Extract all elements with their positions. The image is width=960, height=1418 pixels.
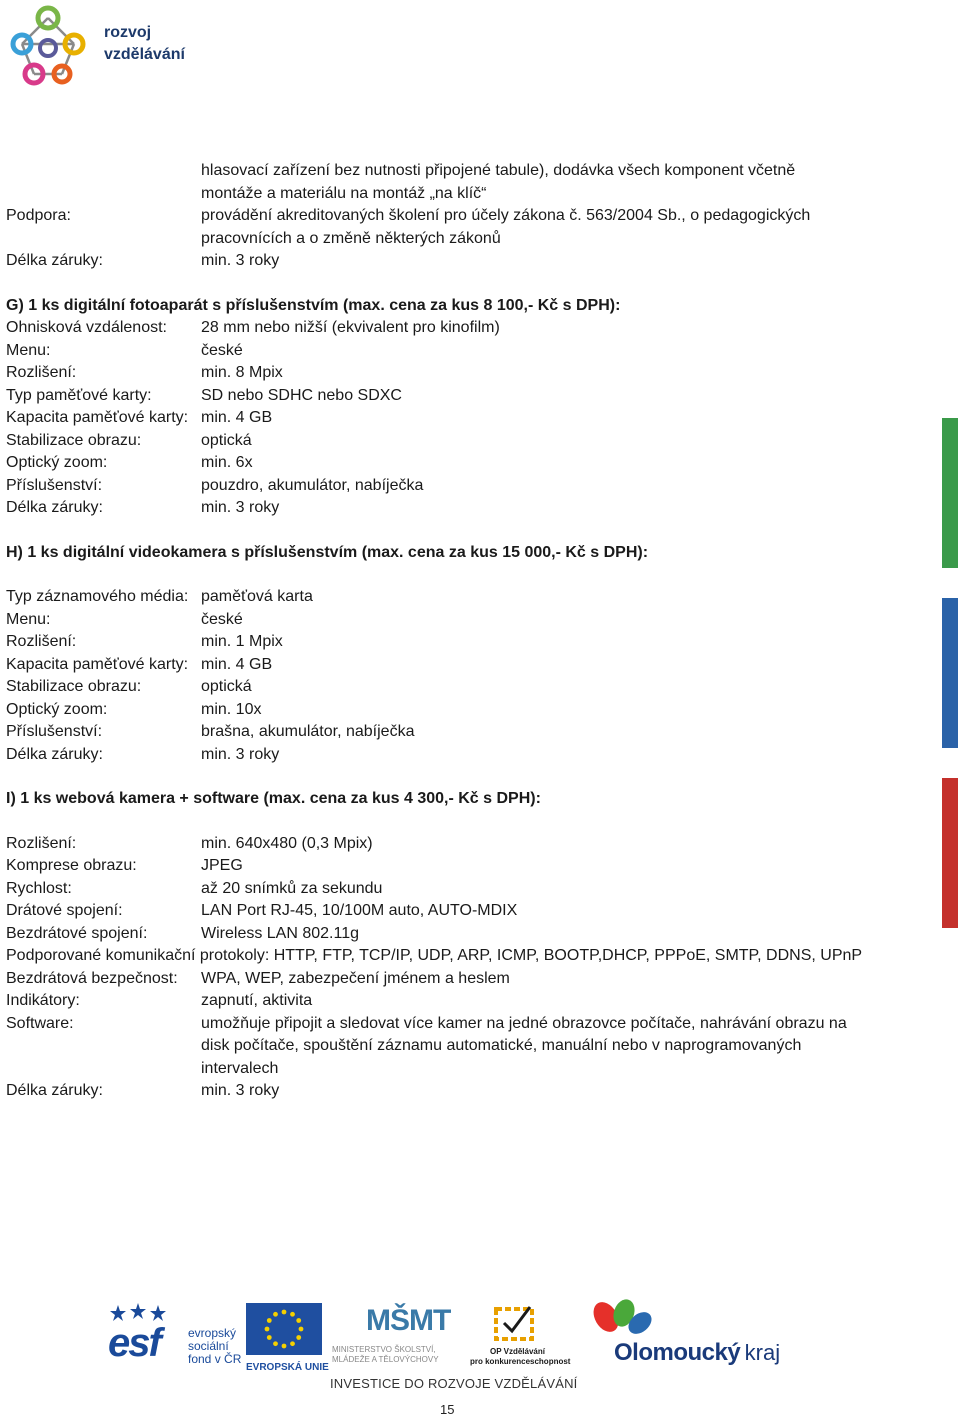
eu-star-icon <box>296 1335 301 1340</box>
spec-value: min. 4 GB <box>201 409 273 426</box>
op-vzdelavani-logo <box>470 1301 571 1371</box>
spec-value: min. 6x <box>201 454 253 471</box>
spec-value: optická <box>201 678 252 695</box>
software-row-cont-2 <box>6 1058 906 1081</box>
spec-label: Stabilizace obrazu: <box>6 678 142 695</box>
software-value-1: umožňuje připojit a sledovat více kamer na jedné obrazovce počítače, nahrávání obrazu na <box>201 1014 847 1032</box>
spec-label: Délka záruky: <box>6 499 103 516</box>
software-row <box>6 1013 906 1036</box>
green-side-bar <box>942 418 958 568</box>
support-value-2: pracovnících a o změně některých zákonů <box>201 229 501 247</box>
spec-row <box>6 855 906 878</box>
support-row-cont <box>6 228 906 251</box>
spec-row <box>6 317 906 340</box>
eu-label: EVROPSKÁ UNIE <box>246 1362 329 1373</box>
spec-row <box>6 340 906 363</box>
spec-label: Rychlost: <box>6 879 72 897</box>
spacer <box>6 273 906 295</box>
msmt-text <box>332 1345 439 1365</box>
protocols-row <box>6 945 906 968</box>
spec-row <box>6 385 906 408</box>
olomoucky-kraj-logo <box>582 1299 792 1371</box>
spec-label: Délka záruky: <box>6 745 103 763</box>
spec-row <box>6 968 906 991</box>
msmt-line-2: MLÁDEŽE A TĚLOVÝCHOVY <box>332 1355 439 1364</box>
section-h-rows <box>6 586 906 766</box>
spec-value: Wireless LAN 802.11g <box>201 924 359 942</box>
page-number: 15 <box>440 1402 455 1417</box>
spec-value: pouzdro, akumulátor, nabíječka <box>201 476 424 494</box>
spec-row <box>6 900 906 923</box>
rozvoj-vzdelavani-logo-icon <box>4 4 96 92</box>
spec-value: min. 3 roky <box>201 499 280 516</box>
intro-text-1: hlasovací zařízení bez nutnosti připojené tabule), dodávka všech komponent včetně <box>201 162 796 179</box>
eu-logo <box>246 1303 329 1373</box>
eu-flag-icon <box>246 1303 322 1355</box>
warranty-label: Délka záruky: <box>6 252 103 269</box>
spec-value: 28 mm nebo nižší (ekvivalent pro kinofilm) <box>201 319 500 336</box>
eu-star-icon <box>290 1312 295 1317</box>
spec-value: paměťová karta <box>201 588 313 605</box>
spec-label: Typ záznamového média: <box>6 588 189 605</box>
esf-text <box>188 1327 241 1366</box>
msmt-mark: MŠMT <box>366 1304 451 1337</box>
spec-label: Rozlišení: <box>6 364 77 381</box>
spec-value: min. 3 roky <box>201 745 280 763</box>
software-value-3: intervalech <box>201 1059 279 1077</box>
eu-star-icon <box>299 1327 304 1332</box>
software-value-2: disk počítače, spouštění záznamu automatické, manuální nebo v naprogramovaných <box>201 1037 802 1054</box>
op-vzdelavani-icon <box>492 1301 540 1345</box>
logo-text <box>104 22 185 66</box>
intro-warranty-row <box>6 250 906 273</box>
spec-row <box>6 475 906 498</box>
esf-line-3: fond v ČR <box>188 1352 242 1366</box>
spec-label: Typ paměťové karty: <box>6 386 152 404</box>
spec-value: až 20 snímků za sekundu <box>201 879 383 897</box>
ol-word-2: kraj <box>744 1340 781 1365</box>
spec-label: Menu: <box>6 341 51 359</box>
spec-row <box>6 452 906 475</box>
eu-star-icon <box>267 1318 272 1323</box>
intro-line-2 <box>6 183 906 206</box>
spec-row <box>6 654 906 677</box>
spec-label: Drátové spojení: <box>6 902 123 919</box>
spacer <box>6 766 906 788</box>
logo-line-2: vzdělávání <box>104 46 185 63</box>
esf-line-2: sociální <box>188 1339 229 1353</box>
protocols-value: HTTP, FTP, TCP/IP, UDP, ARP, ICMP, BOOTP,DHCP, PPPoE, SMTP, DDNS, UPnP <box>273 947 863 964</box>
spec-row <box>6 609 906 632</box>
spec-value: min. 8 Mpix <box>201 364 283 381</box>
esf-mark: esf <box>108 1321 160 1365</box>
spec-label: Ohnisková vzdálenost: <box>6 319 167 336</box>
side-color-bars <box>942 418 960 958</box>
eu-star-icon <box>267 1335 272 1340</box>
spacer <box>6 520 906 542</box>
eu-star-icon <box>296 1318 301 1323</box>
spec-row <box>6 430 906 453</box>
spec-value: WPA, WEP, zabezpečení jménem a heslem <box>201 969 510 987</box>
protocols-label: Podporované komunikační protokoly: <box>6 947 270 964</box>
spacer <box>6 564 906 586</box>
op-line-2: pro konkurenceschopnost <box>470 1357 571 1366</box>
warranty-value: min. 3 roky <box>201 1082 280 1099</box>
intro-line-1 <box>6 160 906 183</box>
spacer <box>6 811 906 833</box>
spec-label: Příslušenství: <box>6 723 103 740</box>
spec-label: Optický zoom: <box>6 700 108 718</box>
spec-value: optická <box>201 431 252 449</box>
section-i-heading: I) 1 ks webová kamera + software (max. cena za kus 4 300,- Kč s DPH): <box>6 790 541 807</box>
spec-row <box>6 744 906 767</box>
spec-label: Menu: <box>6 610 51 628</box>
software-label: Software: <box>6 1014 74 1032</box>
section-h-heading: H) 1 ks digitální videokamera s příslušenstvím (max. cena za kus 15 000,- Kč s DPH): <box>6 543 649 561</box>
spec-label: Kapacita paměťové karty: <box>6 655 189 673</box>
spec-row <box>6 878 906 901</box>
spec-row <box>6 407 906 430</box>
olomoucky-kraj-flower-icon <box>592 1299 652 1343</box>
spec-value: min. 10x <box>201 700 262 718</box>
spec-row <box>6 990 906 1013</box>
eu-star-icon <box>265 1327 270 1332</box>
esf-logo <box>108 1303 243 1365</box>
section-i-warranty-row <box>6 1080 906 1103</box>
spec-value: LAN Port RJ-45, 10/100M auto, AUTO-MDIX <box>201 902 518 919</box>
warranty-label: Délka záruky: <box>6 1082 103 1099</box>
spec-row <box>6 362 906 385</box>
spec-row <box>6 923 906 946</box>
support-row <box>6 205 906 228</box>
spec-label: Komprese obrazu: <box>6 857 137 874</box>
intro-text-2: montáže a materiálu na montáž „na klíč“ <box>201 184 487 202</box>
eu-star-icon <box>290 1341 295 1346</box>
spec-label: Optický zoom: <box>6 454 108 471</box>
spec-row <box>6 721 906 744</box>
section-i-rows <box>6 833 906 946</box>
spec-value: české <box>201 610 243 628</box>
spec-row <box>6 631 906 654</box>
spec-value: min. 1 Mpix <box>201 633 283 650</box>
spec-label: Indikátory: <box>6 992 80 1009</box>
warranty-value: min. 3 roky <box>201 252 280 269</box>
spec-label: Stabilizace obrazu: <box>6 431 142 449</box>
spec-row <box>6 676 906 699</box>
spec-value: min. 640x480 (0,3 Mpix) <box>201 834 373 852</box>
spec-value: české <box>201 341 243 359</box>
msmt-logo <box>332 1299 464 1369</box>
op-line-1: OP Vzdělávání <box>490 1347 545 1356</box>
spec-label: Bezdrátová bezpečnost: <box>6 969 178 987</box>
red-side-bar <box>942 778 958 928</box>
section-g-heading: G) 1 ks digitální fotoaparát s příslušenstvím (max. cena za kus 8 100,- Kč s DPH): <box>6 296 621 314</box>
spec-label: Rozlišení: <box>6 834 77 852</box>
footer-caption: INVESTICE DO ROZVOJE VZDĚLÁVÁNÍ <box>330 1376 578 1391</box>
footer-logos <box>100 1295 800 1375</box>
support-value-1: provádění akreditovaných školení pro účely zákona č. 563/2004 Sb., o pedagogických <box>201 207 811 224</box>
spec-label: Příslušenství: <box>6 476 103 494</box>
op-text <box>470 1347 570 1367</box>
spec-value: brašna, akumulátor, nabíječka <box>201 723 415 740</box>
spec-value: JPEG <box>201 857 243 874</box>
eu-star-icon <box>282 1344 287 1349</box>
spec-label: Kapacita paměťové karty: <box>6 409 189 426</box>
support-label: Podpora: <box>6 207 71 224</box>
olomoucky-kraj-text <box>614 1339 780 1370</box>
section-g-rows <box>6 317 906 520</box>
spec-label: Bezdrátové spojení: <box>6 924 148 942</box>
ol-word-1: Olomoucký <box>614 1339 741 1366</box>
document-body <box>6 160 906 1103</box>
spec-value: zapnutí, aktivita <box>201 992 313 1009</box>
spec-row <box>6 833 906 856</box>
spec-row <box>6 699 906 722</box>
spec-row <box>6 497 906 520</box>
eu-star-icon <box>282 1310 287 1315</box>
eu-star-icon <box>273 1312 278 1317</box>
spec-value: min. 4 GB <box>201 655 273 673</box>
blue-side-bar <box>942 598 958 748</box>
eu-star-icon <box>273 1341 278 1346</box>
section-i-rows-2 <box>6 968 906 1013</box>
esf-line-1: evropský <box>188 1326 237 1340</box>
spec-label: Rozlišení: <box>6 633 77 650</box>
logo-line-1: rozvoj <box>104 24 152 41</box>
software-row-cont-1 <box>6 1035 906 1058</box>
spec-value: SD nebo SDHC nebo SDXC <box>201 386 402 404</box>
spec-row <box>6 586 906 609</box>
msmt-line-1: MINISTERSTVO ŠKOLSTVÍ, <box>332 1345 436 1354</box>
